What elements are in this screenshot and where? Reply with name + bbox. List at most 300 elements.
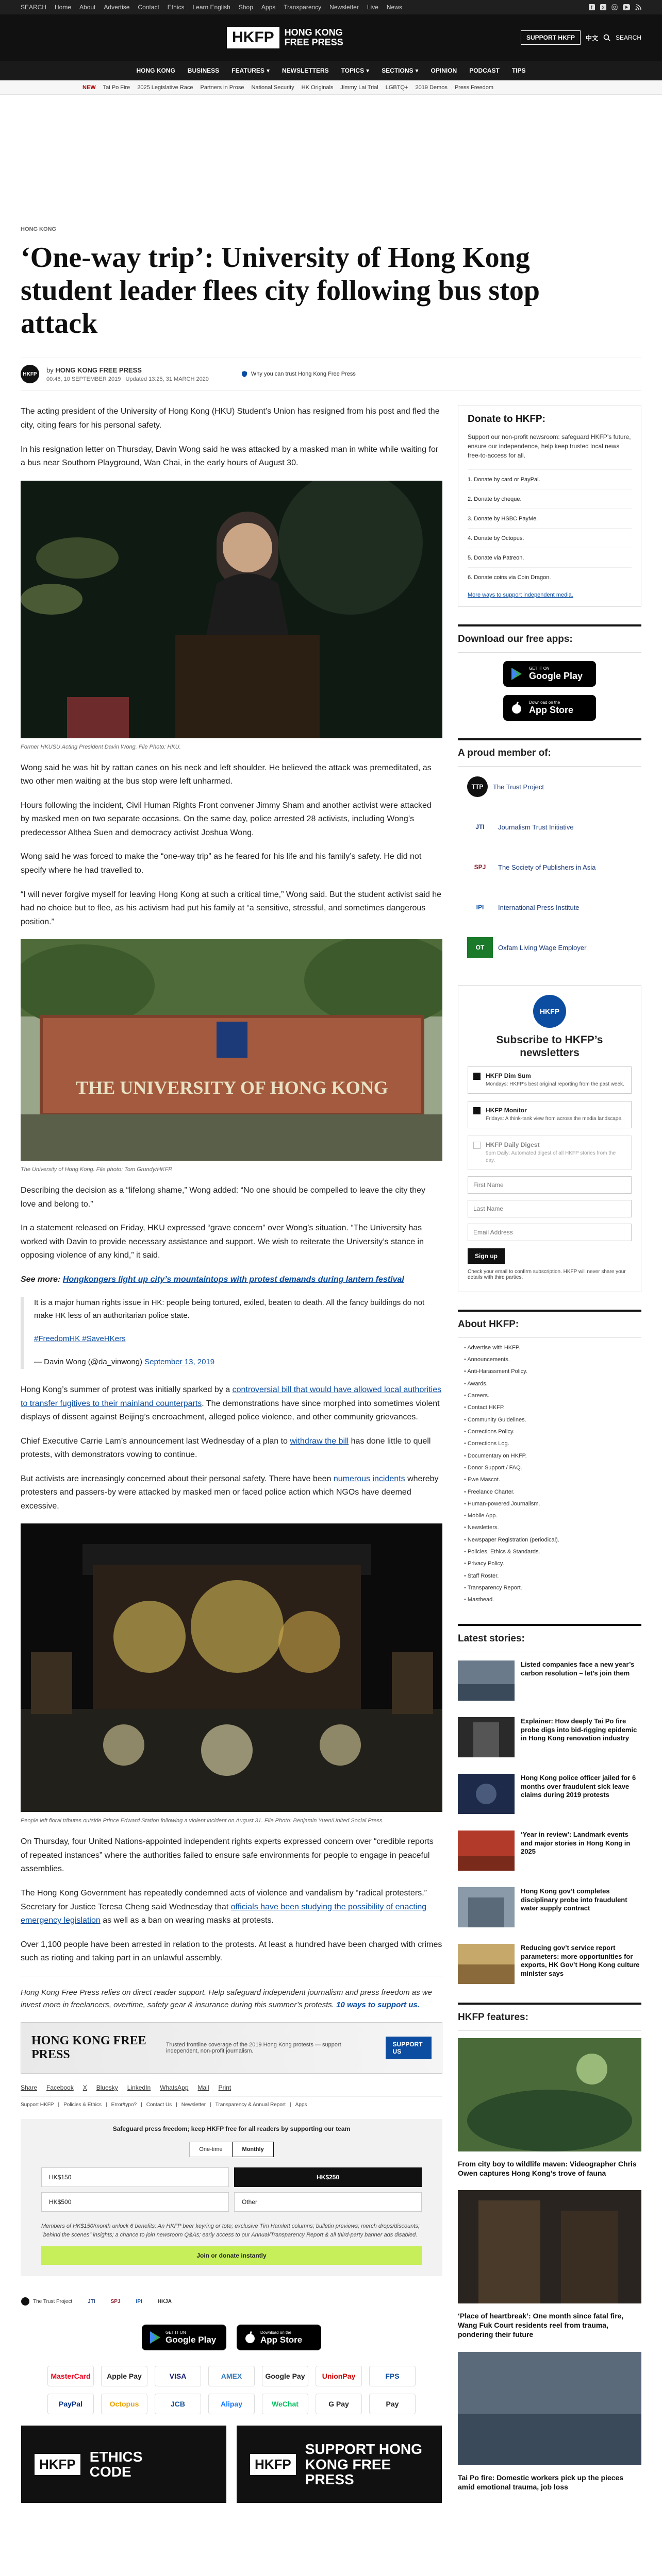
sidebar: [458, 405, 641, 2503]
paragraph: “I will never forgive myself for leaving Hong Kong at such a critical time,” Wong said. But the student activist said he had no choice but to flee, as his activism had put his family at “a sensitive, stressful, and sometimes dangerous position.”: [21, 890, 442, 926]
member-name: The Society of Publishers in Asia: [498, 863, 596, 871]
share-print[interactable]: Print: [218, 2084, 231, 2092]
feature-title: Tai Po fire: Domestic workers pick up the pieces amid emotional trauma, job loss: [458, 2473, 624, 2491]
see-more-block: [21, 1273, 442, 1287]
paragraph: [21, 1383, 442, 1425]
newsletter-option-dim-sum[interactable]: [468, 1066, 632, 1094]
utility-links: [21, 4, 402, 11]
figure-davin-wong: [21, 481, 442, 750]
frequency-toggle: [21, 2142, 442, 2157]
paragraph: Hours following the incident, Civil Human Rights Front convener Jimmy Sham and another activist were attacked by masked men on two separate occasions. On the same day, police arrested 28 activists, including Wong’s predecessor Althea Suen and democracy activist Joshua Wong.: [21, 801, 432, 837]
latest-stories: [458, 1624, 641, 1992]
shop-link[interactable]: Shop: [238, 4, 253, 11]
feature-item[interactable]: [458, 2345, 641, 2497]
membership-text: Members of HK$150/month unlock 6 benefits: An HKFP beer keyring or tote; exclusive Tim Hamlett columns; bulletin previews; merch drops/discounts; "behind the scenes" insights; a chance to join newsroom Q&As; early access to our Annual/Transparency Report & all third-party banner ads disabled.: [41, 2223, 420, 2238]
article-title: ‘One-way trip’: University of Hong Kong student leader flees city following bus stop attack: [21, 242, 540, 340]
story-item[interactable]: [458, 1652, 641, 1709]
checkbox-checked[interactable]: [473, 1107, 481, 1114]
payment-method-icon: MasterCard: [47, 2366, 94, 2386]
share-bluesky[interactable]: Bluesky: [96, 2084, 118, 2092]
paragraph: [21, 1472, 442, 1514]
paragraph: In a statement released on Friday, HKU expressed “grave concern” over Wong’s situation. “The University has worked with Davin to provide necessary assistance and support. We wish to reiterate the University’s stance in opposing violence of any kind,” it said.: [21, 1224, 424, 1260]
support-hkfp-button[interactable]: SUPPORT HKFP: [521, 30, 581, 45]
article-body: [21, 405, 442, 2503]
new-label: NEW: [82, 84, 96, 91]
member-item[interactable]: [467, 847, 632, 887]
story-thumbnail: [458, 1944, 515, 1984]
ad-text: [305, 2442, 442, 2487]
newsletter-desc: 9pm Daily: Automated digest of all HKFP stories from the day.: [486, 1150, 616, 1163]
apps-link[interactable]: Apps: [261, 4, 276, 11]
search-label[interactable]: SEARCH: [615, 34, 641, 41]
share-x[interactable]: X: [82, 2084, 87, 2092]
published-date: 00:46, 10 SEPTEMBER 2019: [46, 376, 121, 382]
about-link[interactable]: • Privacy Policy.: [464, 1558, 641, 1570]
text-run: Chief Executive Carrie Lam’s announcement last Wednesday of a plan to: [21, 1436, 288, 1446]
text-run: whereby protesters and passers-by were attacked by masked men or faced police action which NGOs have deemed excessive.: [21, 1474, 439, 1511]
policy-link[interactable]: Contact Us: [146, 2102, 172, 2108]
about-hkfp: [458, 1310, 641, 1606]
store-big-text: App Store: [260, 2334, 303, 2345]
chevron-down-icon: ▾: [266, 67, 270, 74]
about-link[interactable]: • Transparency Report.: [464, 1582, 641, 1594]
member-item[interactable]: [467, 887, 632, 927]
nav-label: BUSINESS: [187, 67, 220, 74]
paragraph: On Thursday, four United Nations-appointed independent rights experts expressed concern over “credible reports of repeated instances” where the authorities failed to ensure safe environments for people to engage in peaceful assemblies.: [21, 1837, 434, 1874]
story-thumbnail: [458, 1717, 515, 1757]
prince-edward-photo: [21, 1523, 442, 1812]
figure-prince-edward: [21, 1523, 442, 1824]
member-item[interactable]: [467, 767, 632, 807]
nav-hong-kong[interactable]: [136, 67, 175, 74]
tweet-date-link[interactable]: September 13, 2019: [144, 1358, 215, 1367]
app-store-buttons: [21, 2325, 442, 2350]
bottom-ads: [21, 2426, 442, 2503]
payment-method-icon: Google Pay: [262, 2366, 308, 2386]
policy-link[interactable]: Error/typo?: [111, 2102, 137, 2108]
feature-image: [458, 2038, 641, 2151]
about-link[interactable]: • Donor Support / FAQ.: [464, 1462, 641, 1474]
story-title: ‘Year in review’: Landmark events and major stories in Hong Kong in 2025: [521, 1830, 631, 1856]
extradition-bill-link[interactable]: controversial bill that would have allowed local authorities to transfer fugitives to their mainland counterparts: [21, 1385, 442, 1408]
payment-method-icon: Pay: [369, 2394, 416, 2414]
text-run: But activists are increasingly concerned about their personal safety. There have been: [21, 1474, 332, 1483]
nav-label: SECTIONS: [382, 67, 413, 74]
newsletter-name: HKFP Monitor: [486, 1106, 527, 1114]
first-name-field[interactable]: First Name: [468, 1176, 632, 1194]
sidebar-google-play[interactable]: [503, 661, 596, 687]
about-link[interactable]: • Announcements.: [464, 1354, 641, 1366]
member-item[interactable]: [467, 927, 632, 968]
ad-logo: HKFP: [250, 2454, 296, 2475]
story-title: Hong Kong police officer jailed for 6 months over fraudulent sick leave claims during 2019 protests: [521, 1773, 636, 1799]
text-run: The Hong Kong Government has repeatedly condemned acts of violence and vandalism by “radical protesters.” Secretary for Justice Teresa Cheng said Wednesday that: [21, 1889, 427, 1911]
logo-line-1: HONG KONG: [284, 27, 343, 38]
updated-date: Updated 13:25, 31 MARCH 2020: [125, 376, 209, 382]
figure-caption: People left floral tributes outside Prince Edward Station following a violent incident on August 31. File Photo: Benjamin Yuen/United Social Press.: [21, 1818, 384, 1824]
story-item[interactable]: [458, 1822, 641, 1879]
about-link[interactable]: • Policies, Ethics & Standards.: [464, 1546, 641, 1558]
apple-icon: [244, 2331, 256, 2344]
search-link[interactable]: SEARCH: [21, 4, 47, 11]
about-link[interactable]: • Newspaper Registration (periodical).: [464, 1534, 641, 1546]
payment-method-icon: PayPal: [47, 2394, 94, 2414]
shield-icon: [241, 370, 248, 378]
newsletter-option-daily-digest[interactable]: [468, 1136, 632, 1170]
payment-method-icon: Octopus: [101, 2394, 147, 2414]
paragraph: [21, 1887, 442, 1928]
about-link[interactable]: • Advertise with HKFP.: [464, 1342, 641, 1354]
about-link[interactable]: • Corrections Policy.: [464, 1426, 641, 1438]
ad-line: KONG FREE PRESS: [305, 2456, 391, 2487]
store-big-text: App Store: [529, 705, 574, 716]
ad-line: ETHICS: [89, 2448, 143, 2465]
newsletter-name: HKFP Daily Digest: [486, 1141, 540, 1148]
checkbox-checked[interactable]: [473, 1073, 481, 1080]
member-logo: SPJ: [474, 863, 486, 871]
donate-title: Donate to HKFP:: [468, 414, 545, 425]
home-link[interactable]: Home: [55, 4, 72, 11]
section-label[interactable]: HONG KONG: [21, 226, 57, 232]
payment-method-icon: AMEX: [208, 2366, 255, 2386]
story-title: Hong Kong gov’t completes disciplinary probe into fraudulent water supply contract: [521, 1887, 627, 1912]
story-title: Explainer: How deeply Tai Po fire probe digs into bid-rigging epidemic in Hong Kong renovation industry: [521, 1717, 637, 1742]
app-store-button[interactable]: [237, 2325, 321, 2350]
amount-option[interactable]: HK$150: [41, 2167, 229, 2187]
payment-method-icon: WeChat: [262, 2394, 308, 2414]
nav-label: FEATURES: [231, 67, 264, 74]
share-bar: [21, 2084, 442, 2097]
paragraph: Describing the decision as a “lifelong shame,” Wong added: “No one should be compelled to leave the city they love and belong to.”: [21, 1186, 426, 1209]
donate-option[interactable]: 6. Donate coins via Coin Dragon.: [468, 567, 632, 587]
nav-label: TOPICS: [341, 67, 365, 74]
store-small-text: Download on the: [529, 700, 560, 705]
nav-podcast[interactable]: [469, 67, 500, 74]
trending-item[interactable]: HK Originals: [301, 84, 334, 91]
byline-bar: [21, 358, 641, 391]
youtube-icon[interactable]: [623, 4, 630, 10]
trust-label: Why you can trust Hong Kong Free Press: [251, 371, 356, 378]
trending-item[interactable]: Jimmy Lai Trial: [340, 84, 378, 91]
hkja-badge[interactable]: HKJA: [157, 2298, 172, 2304]
about-title: About HKFP:: [458, 1310, 641, 1338]
feature-item[interactable]: [458, 2183, 641, 2345]
feature-item[interactable]: [458, 2031, 641, 2183]
amount-other[interactable]: Other: [234, 2192, 422, 2212]
policy-link[interactable]: Apps: [295, 2102, 307, 2108]
amount-option[interactable]: HK$500: [41, 2192, 229, 2212]
member-name: The Trust Project: [493, 783, 544, 791]
about-link[interactable]: • Awards.: [464, 1378, 641, 1390]
about-link[interactable]: • Corrections Log.: [464, 1438, 641, 1450]
member-logo: JTI: [475, 823, 485, 831]
nav-topics[interactable]: [341, 67, 370, 74]
feature-image: [458, 2190, 641, 2303]
store-small-text: GET IT ON: [166, 2330, 186, 2335]
latest-title: Latest stories:: [458, 1624, 641, 1652]
nav-label: NEWSLETTERS: [282, 67, 329, 74]
store-small-text: Download on the: [260, 2330, 292, 2335]
about-link[interactable]: • Newsletters.: [464, 1522, 641, 1534]
trending-item[interactable]: 2025 Legislative Race: [137, 84, 193, 91]
paragraph: [21, 1435, 442, 1462]
story-thumbnail: [458, 1774, 515, 1814]
one-time-option[interactable]: One-time: [189, 2142, 232, 2157]
share-label: Share: [21, 2084, 38, 2092]
ethics-link[interactable]: Ethics: [167, 4, 185, 11]
badge-label: The Trust Project: [33, 2298, 73, 2304]
about-link[interactable]: • Careers.: [464, 1390, 641, 1402]
member-logo: OT: [467, 937, 493, 958]
trending-item[interactable]: National Security: [251, 84, 294, 91]
last-name-field[interactable]: Last Name: [468, 1200, 632, 1217]
apple-icon: [510, 701, 523, 715]
payment-methods: [21, 2366, 442, 2414]
hku-sign-photo: [21, 939, 442, 1161]
member-logo: TTP: [467, 776, 488, 797]
payment-method-icon: Apple Pay: [101, 2366, 147, 2386]
google-play-button[interactable]: [142, 2325, 226, 2350]
trust-link[interactable]: [241, 370, 356, 378]
partner-badges: [21, 2297, 442, 2306]
twitter-icon[interactable]: [600, 4, 606, 10]
join-donate-button[interactable]: Join or donate instantly: [41, 2246, 422, 2265]
live-link[interactable]: Live: [367, 4, 378, 11]
paragraph: Wong said he was forced to make the “one-way trip” as he feared for his life and his family’s safety. He did not specify where he had travelled to.: [21, 852, 422, 875]
member-name: International Press Institute: [498, 903, 580, 911]
story-thumbnail: [458, 1887, 515, 1927]
support-text: [21, 1987, 442, 2012]
donate-option[interactable]: 5. Donate via Patreon.: [468, 548, 632, 567]
trending-item[interactable]: 2019 Demos: [415, 84, 448, 91]
about-link[interactable]: • Staff Roster.: [464, 1570, 641, 1582]
byline-prefix: by: [46, 366, 54, 374]
feature-title: ‘Place of heartbreak’: One month since fatal fire, Wang Fuk Court residents reel from trauma, pondering their future: [458, 2312, 624, 2339]
banner-subtitle: Trusted frontline coverage of the 2019 Hong Kong protests — support independent, non-profit journalism.: [166, 2042, 341, 2055]
payment-method-icon: G Pay: [316, 2394, 362, 2414]
figure-hku-campus: [21, 939, 442, 1173]
member-name: Journalism Trust Initiative: [498, 823, 574, 831]
instagram-icon[interactable]: [611, 4, 618, 10]
store-big-text: Google Play: [529, 671, 583, 682]
payment-method-icon: Alipay: [208, 2394, 255, 2414]
amount-option-selected[interactable]: HK$250: [234, 2167, 422, 2187]
tweet-hashtags[interactable]: #FreedomHK #SaveHKers: [34, 1334, 126, 1344]
text-run: as well as a ban on wearing masks at protests.: [103, 1916, 274, 1925]
about-link[interactable]: • Anti-Harassment Policy.: [464, 1366, 641, 1378]
hkfp-features: [458, 2003, 641, 2497]
signup-button[interactable]: Sign up: [468, 1248, 505, 1264]
about-link[interactable]: • Community Guidelines.: [464, 1414, 641, 1426]
ethics-code-ad[interactable]: [21, 2426, 226, 2503]
memberships: [458, 738, 641, 968]
newsletter-option-monitor[interactable]: [468, 1101, 632, 1128]
payment-method-icon: JCB: [155, 2394, 201, 2414]
member-title: A proud member of:: [458, 738, 641, 767]
about-link[interactable]: • Mobile App.: [464, 1510, 641, 1522]
tweet-author: — Davin Wong (@da_vinwong): [34, 1358, 143, 1367]
see-more-link[interactable]: Hongkongers light up city’s mountaintops with protest demands during lantern festival: [62, 1275, 404, 1284]
nav-label: TIPS: [511, 67, 526, 74]
newsletter-name: HKFP Dim Sum: [486, 1072, 531, 1079]
chevron-down-icon: ▾: [415, 67, 419, 74]
feature-image: [458, 2352, 641, 2465]
policy-link[interactable]: Newsletter: [181, 2102, 206, 2108]
about-link[interactable]: • Masthead.: [464, 1594, 641, 1606]
logo-text: [285, 28, 343, 47]
donation-headline: Safeguard press freedom; keep HKFP free for all readers by supporting our team: [112, 2125, 351, 2133]
store-big-text: Google Play: [166, 2334, 217, 2345]
newsletter-signup: [458, 985, 641, 1292]
google-play-icon: [510, 667, 523, 681]
jti-badge[interactable]: JTI: [88, 2298, 95, 2304]
campus-sign-text: THE UNIVERSITY OF HONG KONG: [76, 1077, 388, 1098]
trust-project-icon: [21, 2297, 30, 2306]
download-title: Download our free apps:: [458, 624, 641, 653]
transparency-link[interactable]: Transparency: [284, 4, 322, 11]
author-avatar: HKFP: [21, 365, 39, 383]
see-more-prefix: See more:: [21, 1275, 61, 1284]
trending-item[interactable]: LGBTQ+: [385, 84, 408, 91]
svg-text:f: f: [591, 5, 592, 10]
paragraph: Over 1,100 people have been arrested in relation to the protests. At least a hundred have been charged with crimes such as rioting and taking part in an unlawful assembly.: [21, 1940, 442, 1963]
ways-to-support-link[interactable]: 10 ways to support us.: [336, 2001, 420, 2010]
trending-item[interactable]: Press Freedom: [454, 84, 494, 91]
banner-cta[interactable]: SUPPORT US: [386, 2037, 432, 2059]
trending-bar: [0, 80, 662, 95]
about-link[interactable]: • Human-powered Journalism.: [464, 1498, 641, 1510]
newsletter-link[interactable]: Newsletter: [329, 4, 359, 11]
story-item[interactable]: [458, 1709, 641, 1766]
about-link[interactable]: About: [79, 4, 96, 11]
features-title: HKFP features:: [458, 2003, 641, 2031]
trending-item[interactable]: Tai Po Fire: [103, 84, 130, 91]
nav-opinion[interactable]: [431, 67, 457, 74]
newsletter-desc: Fridays: A think-tank view from across the media landscape.: [486, 1115, 623, 1122]
payment-method-icon: FPS: [369, 2366, 416, 2386]
newsletter-logo: HKFP: [533, 995, 566, 1028]
about-link[interactable]: • Freelance Charter.: [464, 1486, 641, 1498]
privacy-note: Check your email to confirm subscription. HKFP will never share your details with third parties.: [468, 1268, 626, 1280]
newsletter-desc: Mondays: HKFP’s best original reporting from the past week.: [486, 1081, 624, 1087]
nav-label: PODCAST: [469, 67, 500, 74]
banner-title: HONG KONG FREE PRESS: [31, 2034, 146, 2062]
member-name: Oxfam Living Wage Employer: [498, 943, 587, 952]
withdraw-bill-link[interactable]: withdraw the bill: [290, 1436, 349, 1446]
davin-wong-photo: [21, 481, 442, 738]
nav-business[interactable]: [188, 67, 219, 74]
paragraph: Wong said he was hit by rattan canes on his neck and left shoulder. He believed the attack was premeditated, as two other men waiting at the bus stop were left unharmed.: [21, 763, 432, 786]
story-item[interactable]: [458, 1936, 641, 1992]
donation-widget: [21, 2119, 442, 2276]
facebook-icon[interactable]: [589, 4, 595, 10]
google-play-icon: [149, 2331, 161, 2344]
paragraph: The acting president of the University of Hong Kong (HKU) Student’s Union has resigned from his post and fled the city, citing fears for his personal safety.: [21, 407, 440, 430]
sidebar-app-store[interactable]: [503, 695, 596, 721]
donate-option[interactable]: 1. Donate by card or PayPal.: [468, 469, 632, 489]
text-run: has done little to quell protests, with demonstrators vowing to continue.: [21, 1436, 431, 1460]
nav-label: HONG KONG: [136, 67, 175, 74]
story-thumbnail: [458, 1660, 515, 1701]
incidents-link[interactable]: numerous incidents: [333, 1474, 405, 1483]
donate-option[interactable]: 3. Donate by HSBC PayMe.: [468, 509, 632, 528]
spj-badge[interactable]: SPJ: [110, 2298, 121, 2304]
nav-newsletters[interactable]: [282, 67, 329, 74]
search-icon[interactable]: [603, 34, 610, 41]
site-header: [0, 14, 662, 61]
language-switch[interactable]: 中文: [585, 34, 598, 42]
newsletter-title: Subscribe to HKFP’s newsletters: [496, 1034, 603, 1059]
feature-title: From city boy to wildlife maven: Videographer Chris Owen captures Hong Kong’s trove of fauna: [458, 2159, 637, 2177]
logo-line-2: FREE PRESS: [284, 37, 343, 47]
site-logo[interactable]: [227, 27, 343, 48]
tweet-text: It is a major human rights issue in HK: people being tortured, exiled, beaten to death. All the fancy buildings do not make HK less of an authoritarian police state.: [34, 1298, 425, 1320]
advertise-link[interactable]: Advertise: [104, 4, 130, 11]
policy-link[interactable]: Policies & Ethics: [63, 2102, 102, 2108]
policy-link[interactable]: Support HKFP: [21, 2102, 54, 2108]
chevron-down-icon: ▾: [366, 67, 370, 74]
payment-method-icon: UnionPay: [316, 2366, 362, 2386]
ad-logo: HKFP: [35, 2454, 80, 2475]
policy-link[interactable]: Transparency & Annual Report: [215, 2102, 286, 2108]
ad-line: CODE: [89, 2464, 131, 2480]
byline: [46, 366, 209, 374]
ad-text: [90, 2449, 143, 2480]
story-item[interactable]: [458, 1766, 641, 1822]
about-link[interactable]: • Ewe Mascot.: [464, 1474, 641, 1486]
download-apps: [458, 624, 641, 721]
share-linkedin[interactable]: LinkedIn: [127, 2084, 151, 2092]
emergency-law-link[interactable]: officials have been studying the possibility of enacting emergency legislation: [21, 1902, 427, 1925]
donate-option[interactable]: 4. Donate by Octopus.: [468, 528, 632, 548]
about-link[interactable]: • Contact HKFP.: [464, 1402, 641, 1414]
share-mail[interactable]: Mail: [197, 2084, 209, 2092]
support-banner[interactable]: [21, 2022, 442, 2074]
figure-caption: The University of Hong Kong. File photo: Tom Grundy/HKFP.: [21, 1166, 173, 1173]
more-ways-link[interactable]: More ways to support independent media.: [468, 592, 573, 599]
rss-icon[interactable]: [635, 4, 641, 10]
learn-english-link[interactable]: Learn English: [192, 4, 230, 11]
nav-sections[interactable]: [382, 67, 418, 74]
about-link[interactable]: • Documentary on HKFP.: [464, 1450, 641, 1462]
text-run: . The demonstrations have since morphed into sometimes violent displays of dissent against Beijing’s encroachment, alleged police violence, and other community grievances.: [21, 1399, 440, 1422]
support-pitch-text: Hong Kong Free Press relies on direct reader support. Help safeguard independent journalism and press freedom as we invest more in freelancers, overtime, safety gear & insurance during this summer’s protests.: [21, 1988, 432, 2010]
support-hkfp-ad[interactable]: [237, 2426, 442, 2503]
nav-label: OPINION: [431, 67, 457, 74]
logo-mark: HKFP: [227, 27, 279, 48]
news-link[interactable]: News: [386, 4, 402, 11]
author-link[interactable]: HONG KONG FREE PRESS: [55, 366, 142, 374]
checkbox[interactable]: [473, 1142, 481, 1149]
policy-links: Support HKFP | Policies & Ethics | Error/typo? | Contact Us | Newsletter | Transparency & Annual Report | Apps: [21, 2102, 307, 2108]
monthly-option[interactable]: Monthly: [233, 2142, 274, 2157]
email-field[interactable]: Email Address: [468, 1224, 632, 1241]
donate-option[interactable]: 2. Donate by cheque.: [468, 489, 632, 509]
figure-caption: Former HKUSU Acting President Davin Wong. File Photo: HKU.: [21, 743, 181, 750]
member-item[interactable]: [467, 807, 632, 847]
trending-item[interactable]: Partners in Prose: [200, 84, 244, 91]
story-item[interactable]: [458, 1879, 641, 1936]
donate-box: [458, 405, 641, 607]
nav-features[interactable]: [231, 67, 270, 74]
nav-tips[interactable]: [512, 67, 526, 74]
payment-method-icon: VISA: [155, 2366, 201, 2386]
share-whatsapp[interactable]: WhatsApp: [160, 2084, 189, 2092]
contact-link[interactable]: Contact: [138, 4, 159, 11]
trust-project-badge[interactable]: [21, 2297, 72, 2306]
share-facebook[interactable]: Facebook: [46, 2084, 74, 2092]
ipi-badge[interactable]: IPI: [136, 2298, 142, 2304]
